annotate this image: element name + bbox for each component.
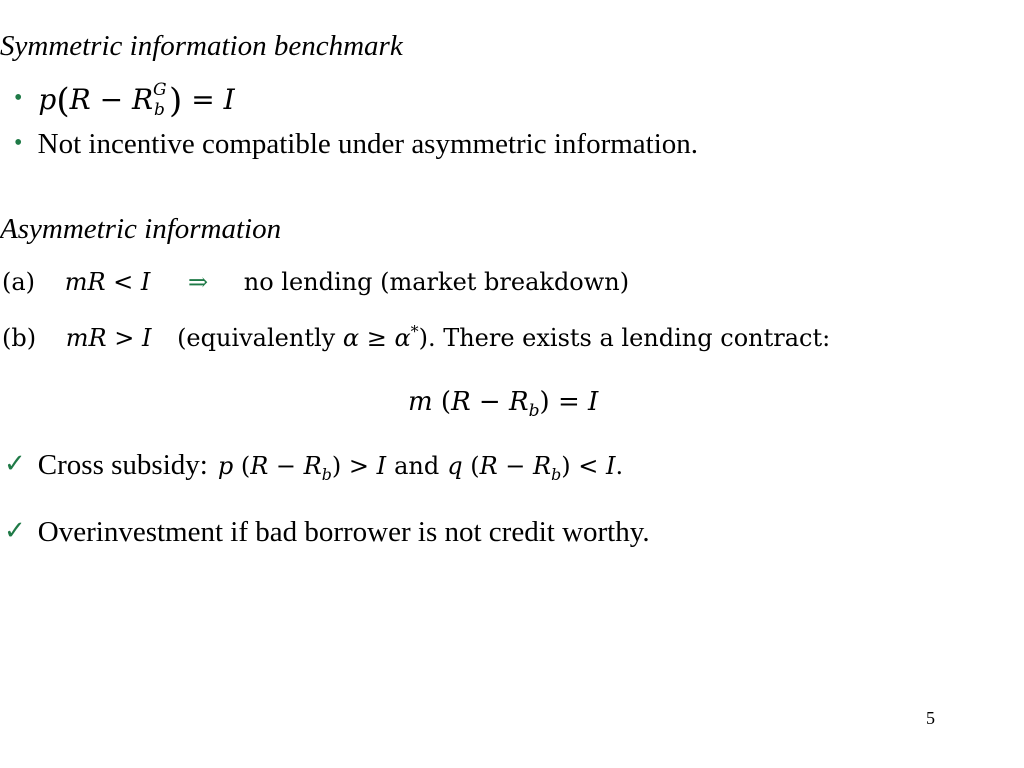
item-b-condition: mR > I bbox=[65, 324, 152, 352]
item-b-label: (b) bbox=[2, 324, 37, 352]
bullet-item-not-compatible bbox=[14, 130, 698, 159]
cross-subsidy-expression-good: p $(R - R_b) > I$ bbox=[217, 452, 387, 484]
bullet-icon: • bbox=[14, 85, 23, 111]
item-a-label: (a) bbox=[2, 268, 36, 296]
lending-contract-equation: m $(R - R_b) = I$ bbox=[408, 387, 599, 422]
item-b-text-pre: (equivalently bbox=[177, 324, 336, 352]
checkmark-icon: ✓ bbox=[4, 516, 26, 545]
check-item-cross-subsidy bbox=[4, 451, 623, 483]
section-heading-asymmetric: Asymmetric information bbox=[0, 213, 282, 245]
overinvestment-text: Overinvestment if bad borrower is not credit worthy. bbox=[37, 516, 650, 548]
page-number: 5 bbox=[926, 708, 935, 728]
item-b-row bbox=[2, 324, 830, 350]
cross-subsidy-label: Cross subsidy: bbox=[37, 449, 208, 481]
checkmark-icon: ✓ bbox=[4, 449, 26, 478]
section-heading-symmetric: Symmetric information benchmark bbox=[0, 30, 403, 62]
bullet-text: Not incentive compatible under asymmetric information. bbox=[37, 128, 699, 160]
cross-subsidy-expression-bad: q $(R - R_b) < I$. bbox=[447, 452, 624, 484]
item-a-text: no lending (market breakdown) bbox=[243, 268, 630, 296]
implies-arrow-icon: ⇒ bbox=[188, 268, 209, 296]
item-a-row bbox=[2, 270, 629, 294]
item-a-condition: mR < I bbox=[64, 268, 151, 296]
cross-subsidy-and: and bbox=[394, 452, 440, 480]
bullet-item-equation bbox=[14, 78, 235, 121]
item-b-alpha-condition: α ≥ α* bbox=[342, 322, 419, 352]
bullet-icon: • bbox=[14, 130, 23, 156]
check-item-overinvestment bbox=[4, 518, 650, 548]
item-b-text-post: ). There exists a lending contract: bbox=[418, 324, 831, 352]
benchmark-equation: p(R − R G b ) = I bbox=[38, 80, 235, 121]
